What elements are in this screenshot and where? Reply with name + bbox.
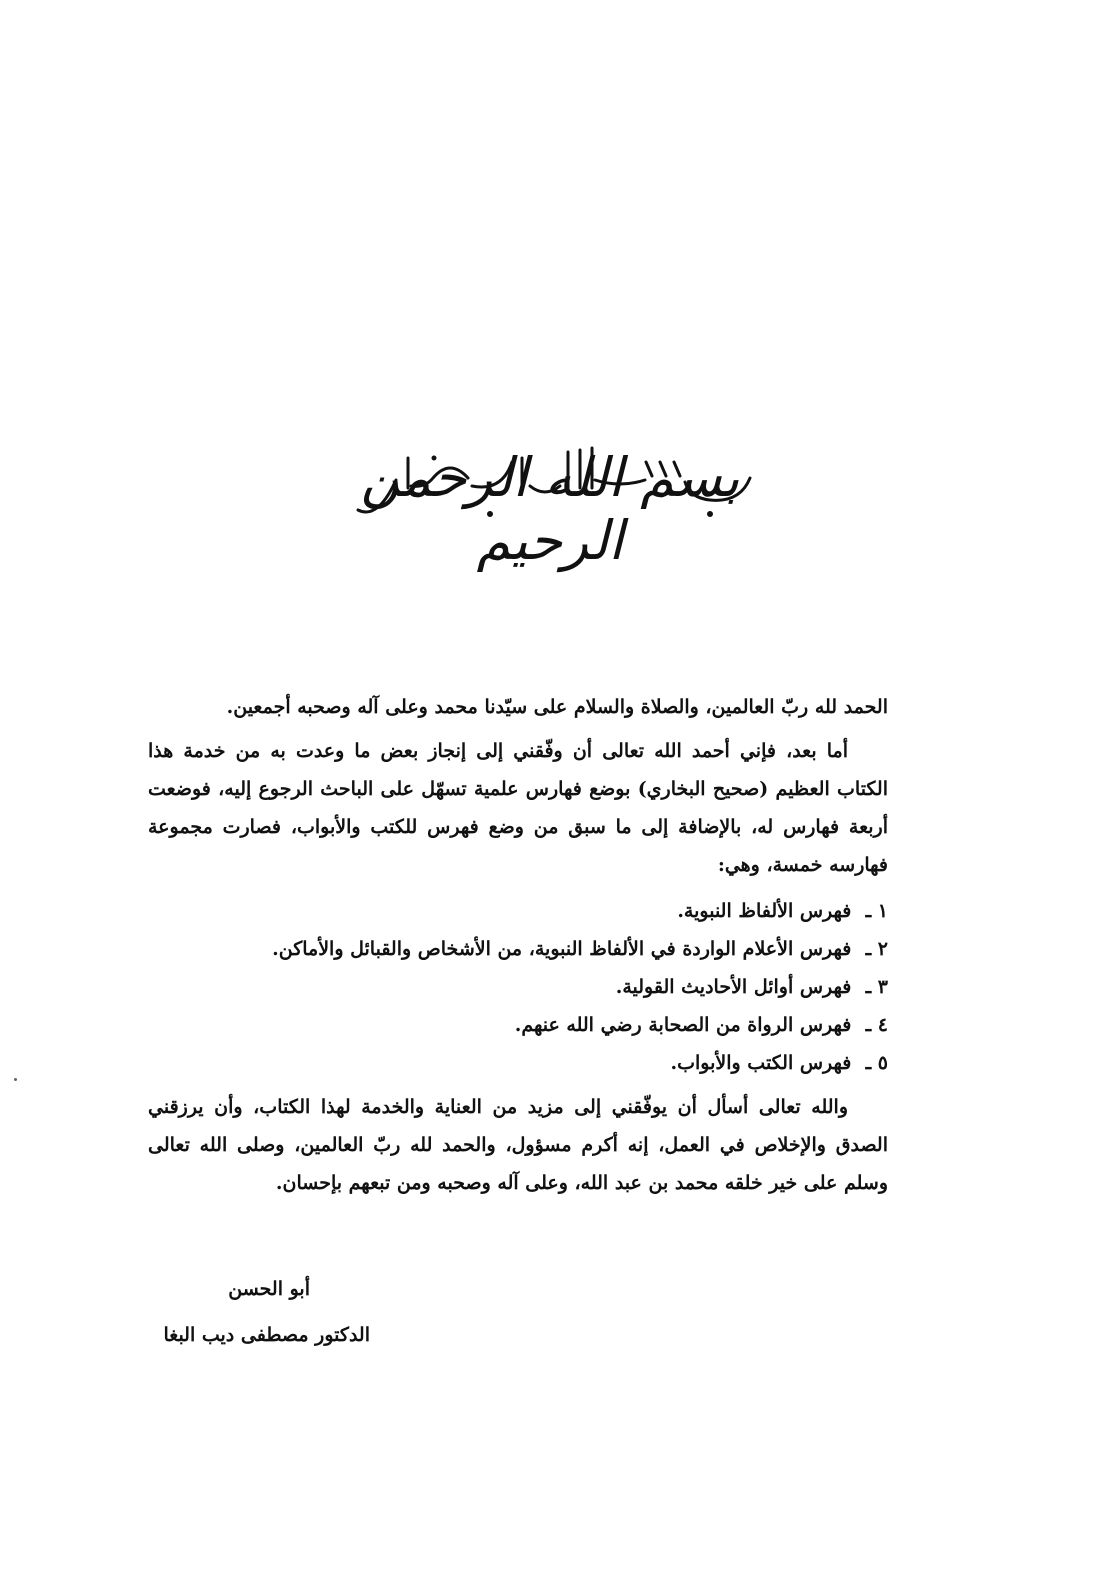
signature-block [130,1266,370,1358]
list-item-number: ٤ ـ [865,1014,888,1036]
intro-paragraph: أما بعد، فإني أحمد الله تعالى أن وفّقني إلى إنجاز بعض ما وعدت به من خدمة هذا الكتاب العظيم (صحيح البخاري) بوضع فهارس علمية تسهّل على الباحث الرجوع إليه، فوضعت أربعة فهارس له، بالإضافة إلى ما سبق من وضع فهرس للكتب والأبواب، فصارت مجموعة فهارسه خمسة، وهي: [148,740,888,876]
basmala-text: بسم الله الرحمن الرحيم [360,446,740,572]
list-item [148,930,888,968]
list-item-text: فهرس الأعلام الواردة في الألفاظ النبوية، من الأشخاص والقبائل والأماكن. [272,938,852,960]
list-item [148,1044,888,1082]
list-item-number: ١ ـ [865,900,888,922]
document-body [148,688,888,1202]
list-item-number: ٥ ـ [865,1052,888,1074]
list-item-number: ٣ ـ [865,976,888,998]
closing-paragraph: والله تعالى أسأل أن يوفّقني إلى مزيد من العناية والخدمة لهذا الكتاب، وأن يرزقني الصدق والإخلاص في العمل، إنه أكرم مسؤول، والحمد لله ربّ العالمين، وصلى الله تعالى وسلم على خير خلقه محمد بن عبد الله، وعلى آله وصحبه ومن تبعهم بإحسان. [148,1096,888,1194]
list-item [148,892,888,930]
list-item-text: فهرس الألفاظ النبوية. [677,900,852,922]
signature-title: الدكتور مصطفى ديب البغا [163,1324,370,1346]
signature-name: أبو الحسن [228,1278,310,1300]
basmala-calligraphy [330,418,770,572]
index-list [148,892,888,1082]
list-item [148,1006,888,1044]
list-item-text: فهرس الرواة من الصحابة رضي الله عنهم. [514,1014,852,1036]
scan-speck [14,1078,17,1081]
list-item-number: ٢ ـ [865,938,888,960]
list-item [148,968,888,1006]
list-item-text: فهرس الكتب والأبواب. [670,1052,852,1074]
opening-paragraph: الحمد لله ربّ العالمين، والصلاة والسلام على سيّدنا محمد وعلى آله وصحبه أجمعين. [226,696,888,718]
list-item-text: فهرس أوائل الأحاديث القولية. [615,976,852,998]
